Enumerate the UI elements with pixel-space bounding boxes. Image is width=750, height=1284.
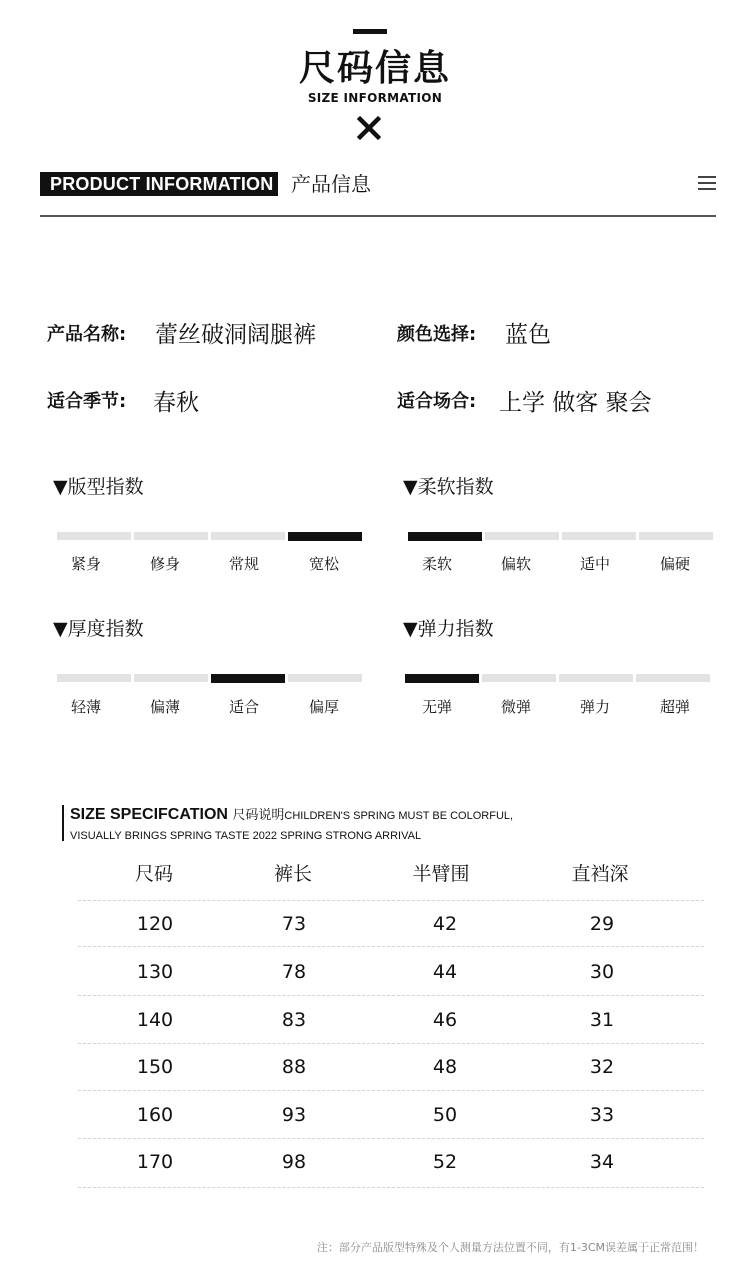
table-cell: 150 bbox=[136, 1056, 174, 1078]
softness-index-bar bbox=[408, 532, 714, 540]
table-cell: 33 bbox=[589, 1104, 615, 1126]
page-title: 尺码信息 bbox=[298, 48, 451, 89]
table-cell: 52 bbox=[432, 1151, 458, 1173]
table-cell: 93 bbox=[281, 1104, 307, 1126]
size-spec-tagline-2: VISUALLY BRINGS SPRING TASTE 2022 SPRING STRONG ARRIVAL bbox=[70, 830, 422, 842]
table-cell: 50 bbox=[432, 1104, 458, 1126]
table-cell: 29 bbox=[589, 913, 615, 935]
table-cell: 98 bbox=[281, 1151, 307, 1173]
table-header-arm: 半臂围 bbox=[412, 863, 470, 885]
fit-option: 紧身 bbox=[70, 555, 101, 573]
softness-segment-4 bbox=[639, 532, 713, 540]
page-subtitle: SIZE INFORMATION bbox=[307, 91, 443, 105]
field-label-color: 颜色选择: bbox=[397, 324, 477, 345]
fit-index-options bbox=[49, 554, 369, 576]
softness-segment-1 bbox=[408, 532, 482, 541]
table-cell: 78 bbox=[281, 961, 307, 983]
field-label-occasion: 适合场合: bbox=[397, 391, 477, 412]
fit-index-title: ▼版型指数 bbox=[53, 476, 144, 498]
softness-index-title: ▼柔软指数 bbox=[403, 476, 494, 498]
table-cell: 46 bbox=[432, 1009, 458, 1031]
table-cell: 32 bbox=[589, 1056, 615, 1078]
size-spec-heading-cn: 尺码说明 bbox=[232, 808, 285, 823]
fit-segment-4 bbox=[288, 532, 362, 541]
table-cell: 30 bbox=[589, 961, 615, 983]
table-divider bbox=[78, 1090, 704, 1091]
thickness-segment-4 bbox=[288, 674, 362, 682]
table-cell: 44 bbox=[432, 961, 458, 983]
thickness-option: 适合 bbox=[228, 698, 259, 716]
thickness-index-options bbox=[49, 697, 369, 719]
elasticity-index-bar bbox=[405, 674, 711, 682]
table-cell: 73 bbox=[281, 913, 307, 935]
elasticity-option: 微弹 bbox=[500, 698, 531, 716]
table-cell: 83 bbox=[281, 1009, 307, 1031]
thickness-index-title: ▼厚度指数 bbox=[53, 618, 144, 640]
table-header-rise: 直裆深 bbox=[571, 863, 629, 885]
table-divider bbox=[78, 1187, 704, 1188]
menu-icon[interactable] bbox=[698, 176, 718, 191]
fit-option: 常规 bbox=[228, 555, 259, 573]
elasticity-segment-2 bbox=[482, 674, 556, 682]
field-value-color: 蓝色 bbox=[505, 322, 551, 348]
thickness-option: 偏厚 bbox=[308, 698, 339, 716]
fit-index-bar bbox=[57, 532, 363, 540]
product-information-title: 产品信息 bbox=[291, 172, 371, 196]
softness-segment-3 bbox=[562, 532, 636, 540]
elasticity-index-title: ▼弹力指数 bbox=[403, 618, 494, 640]
size-spec-tagline-1: CHILDREN'S SPRING MUST BE COLORFUL, bbox=[284, 810, 514, 822]
footer-note: 注：部分产品版型特殊及个人测量方法位置不同，有1-3CM误差属于正常范围！ bbox=[316, 1241, 704, 1254]
size-spec-heading bbox=[70, 804, 513, 827]
table-cell: 120 bbox=[136, 913, 174, 935]
softness-option: 偏硬 bbox=[659, 555, 690, 573]
thickness-option: 轻薄 bbox=[70, 698, 101, 716]
table-cell: 170 bbox=[136, 1151, 174, 1173]
table-cell: 88 bbox=[281, 1056, 307, 1078]
elasticity-option: 无弹 bbox=[421, 698, 452, 716]
fit-option: 修身 bbox=[149, 555, 180, 573]
elasticity-segment-1 bbox=[405, 674, 479, 683]
table-cell: 160 bbox=[136, 1104, 174, 1126]
table-cell: 140 bbox=[136, 1009, 174, 1031]
field-value-season: 春秋 bbox=[153, 390, 199, 416]
elasticity-option: 弹力 bbox=[579, 698, 610, 716]
softness-option: 适中 bbox=[579, 555, 610, 573]
softness-index-options bbox=[400, 554, 720, 576]
elasticity-index-options bbox=[400, 697, 720, 719]
field-label-product-name: 产品名称: bbox=[47, 324, 127, 345]
thickness-option: 偏薄 bbox=[149, 698, 180, 716]
field-label-season: 适合季节: bbox=[47, 391, 127, 412]
field-value-occasion: 上学 做客 聚会 bbox=[499, 390, 652, 416]
table-cell: 48 bbox=[432, 1056, 458, 1078]
table-cell: 42 bbox=[432, 913, 458, 935]
table-header-size: 尺码 bbox=[134, 863, 173, 885]
softness-segment-2 bbox=[485, 532, 559, 540]
table-divider bbox=[78, 995, 704, 996]
fit-segment-2 bbox=[134, 532, 208, 540]
fit-segment-3 bbox=[211, 532, 285, 540]
elasticity-segment-3 bbox=[559, 674, 633, 682]
softness-option: 柔软 bbox=[421, 555, 452, 573]
spec-accent-line bbox=[62, 805, 64, 841]
table-divider bbox=[78, 900, 704, 901]
section-divider bbox=[40, 215, 716, 217]
fit-option: 宽松 bbox=[308, 555, 339, 573]
softness-option: 偏软 bbox=[500, 555, 531, 573]
title-top-bar bbox=[353, 29, 387, 34]
elasticity-segment-4 bbox=[636, 674, 710, 682]
fit-segment-1 bbox=[57, 532, 131, 540]
elasticity-option: 超弹 bbox=[659, 698, 690, 716]
product-information-badge: PRODUCT INFORMATION bbox=[40, 172, 278, 196]
thickness-segment-1 bbox=[57, 674, 131, 682]
table-cell: 130 bbox=[136, 961, 174, 983]
table-cell: 31 bbox=[589, 1009, 615, 1031]
table-divider bbox=[78, 1043, 704, 1044]
table-divider bbox=[78, 946, 704, 947]
thickness-segment-3 bbox=[211, 674, 285, 683]
thickness-index-bar bbox=[57, 674, 363, 682]
size-spec-heading-en: SIZE SPECIFCATION bbox=[70, 806, 228, 823]
cross-icon bbox=[356, 115, 382, 141]
thickness-segment-2 bbox=[134, 674, 208, 682]
table-cell: 34 bbox=[589, 1151, 615, 1173]
table-divider bbox=[78, 1138, 704, 1139]
field-value-product-name: 蕾丝破洞阔腿裤 bbox=[155, 322, 316, 348]
table-header-length: 裤长 bbox=[273, 863, 312, 885]
